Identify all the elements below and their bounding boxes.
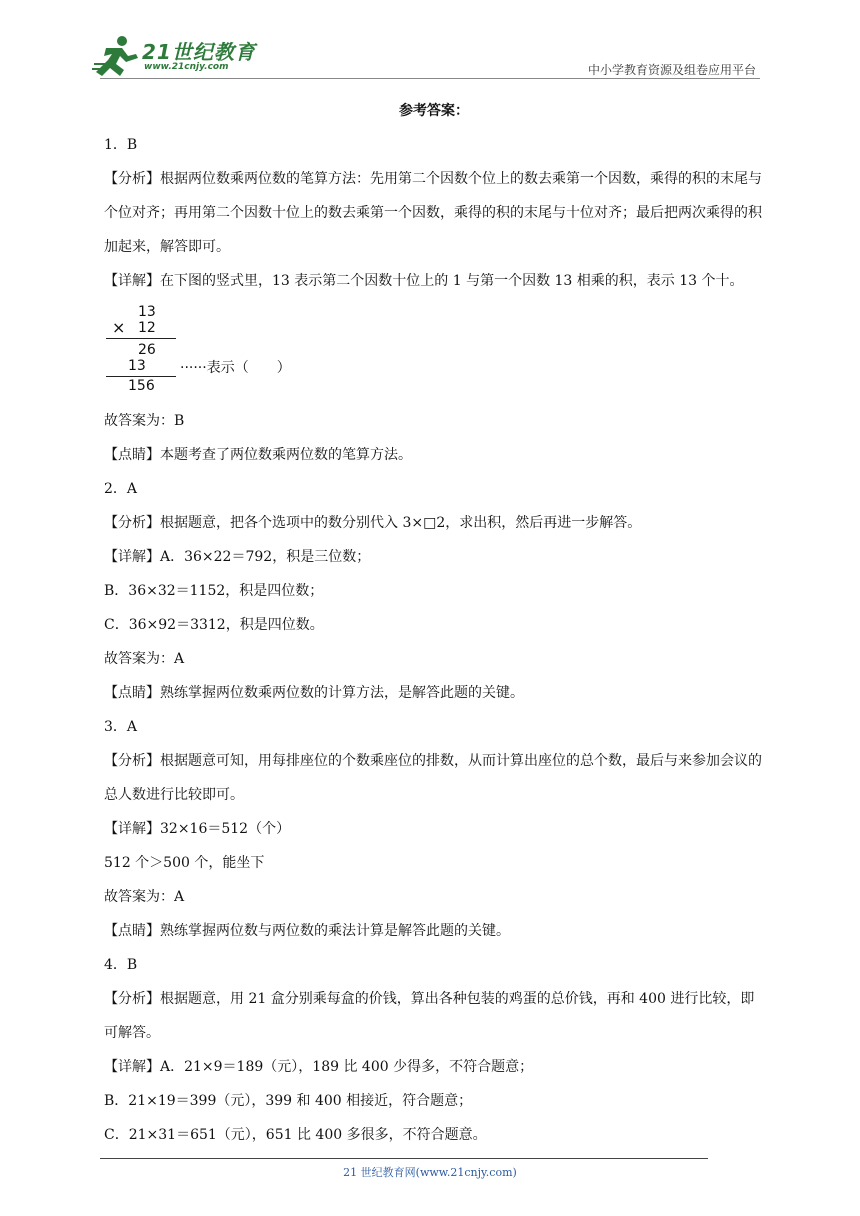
footer-link[interactable]: 21 世纪教育网(www.21cnjy.com)	[343, 1166, 517, 1179]
q4-detail-c: C．21×31＝651（元），651 比 400 多很多，不符合题意。	[104, 1127, 487, 1143]
calc-top-number: 13	[138, 304, 156, 320]
q3-final-answer: 故答案为：A	[104, 889, 185, 905]
q2-analysis: 【分析】根据题意，把各个选项中的数分别代入 3×□2，求出积，然后再进一步解答。	[104, 515, 642, 531]
page-title: 参考答案：	[399, 103, 469, 119]
q4-answer: 4．B	[104, 957, 138, 973]
page-header	[0, 0, 860, 80]
q1-answer: 1．B	[104, 137, 138, 153]
q1-detail: 【详解】在下图的竖式里，13 表示第二个因数十位上的 1 与第一个因数 13 相乘的积，表示 13 个十。	[104, 273, 744, 289]
runner-logo-icon	[92, 34, 142, 78]
q4-detail-a: 【详解】A．21×9＝189（元），189 比 400 少得多，不符合题意；	[104, 1059, 534, 1075]
header-divider	[100, 78, 760, 79]
vertical-multiplication	[104, 300, 764, 394]
calc-partial-2: 13	[128, 358, 146, 374]
q3-compare: 512 个＞500 个，能坐下	[104, 855, 265, 871]
q2-comment: 【点睛】熟练掌握两位数乘两位数的计算方法，是解答此题的关键。	[104, 685, 524, 701]
calc-rule-2	[106, 376, 176, 377]
calc-rule-1	[106, 338, 176, 339]
q4-detail-b: B．21×19＝399（元），399 和 400 相接近，符合题意；	[104, 1093, 473, 1109]
q2-answer: 2．A	[104, 481, 138, 497]
q2-detail-b: B．36×32＝1152，积是四位数；	[104, 583, 324, 599]
q3-analysis: 【分析】根据题意可知，用每排座位的个数乘座位的排数，从而计算出座位的总个数，最后与来参加会议的总人数进行比较即可。	[104, 753, 762, 803]
calc-annotation: ······表示（ ）	[180, 360, 291, 376]
q1-analysis: 【分析】根据两位数乘两位数的笔算方法：先用第二个因数个位上的数去乘第一个因数，乘得的积的末尾与个位对齐；再用第二个因数十位上的数去乘第一个因数，乘得的积的末尾与十位对齐；最后把两次乘得的积加起来，解答即可。	[104, 171, 762, 255]
q3-comment: 【点睛】熟练掌握两位数与两位数的乘法计算是解答此题的关键。	[104, 923, 510, 939]
q2-detail-c: C．36×92＝3312，积是四位数。	[104, 617, 324, 633]
q2-final-answer: 故答案为：A	[104, 651, 185, 667]
q1-comment: 【点睛】本题考查了两位数乘两位数的笔算方法。	[104, 447, 412, 463]
q3-detail: 【详解】32×16＝512（个）	[104, 821, 291, 837]
q4-analysis: 【分析】根据题意，用 21 盒分别乘每盒的价钱，算出各种包装的鸡蛋的总价钱，再和 400 进行比较，即可解答。	[104, 991, 755, 1041]
answer-content	[104, 100, 764, 1152]
site-logo[interactable]	[92, 34, 262, 78]
calc-second-number: 12	[138, 320, 156, 336]
q1-final-answer: 故答案为：B	[104, 413, 185, 429]
logo-url: www.21cnjy.com	[144, 62, 229, 72]
q3-answer: 3．A	[104, 719, 138, 735]
calc-result: 156	[128, 378, 155, 394]
calc-partial-1: 26	[138, 342, 156, 358]
logo-text: 21世纪教育	[142, 40, 256, 64]
footer-divider	[100, 1158, 708, 1159]
calc-times-sign: ×	[112, 318, 126, 337]
platform-name: 中小学教育资源及组卷应用平台	[587, 63, 756, 77]
q2-detail-a: 【详解】A．36×22＝792，积是三位数；	[104, 549, 371, 565]
